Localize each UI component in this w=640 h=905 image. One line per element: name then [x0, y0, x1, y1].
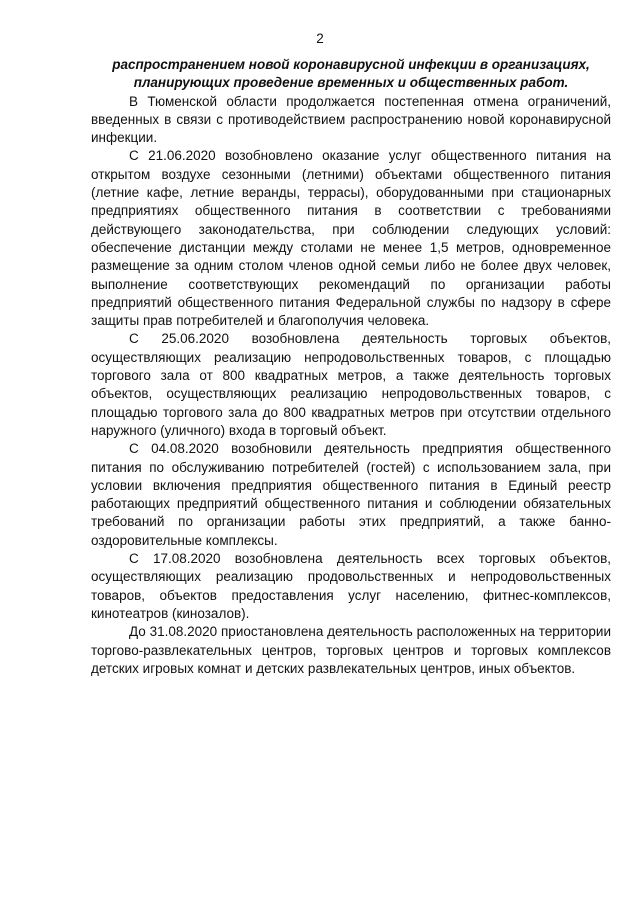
- paragraph-1708-all-retail: С 17.08.2020 возобновлена деятельность всех торговых объектов, осуществляющих реализацию продовольственных и непродовольственных товаров, объектов предоставления услуг населению, фитнес-комплексов, кинотеатров (кинозалов).: [91, 551, 611, 621]
- paragraph-restrictions-lifting: В Тюменской области продолжается постепенная отмена ограничений, введенных в связи с противодействием распространению новой коронавирусной инфекции.: [91, 93, 611, 146]
- document-body: [91, 56, 611, 678]
- heading-continuation: распространением новой коронавирусной инфекции в организациях, планирующих проведение временных и общественных работ.: [112, 57, 590, 91]
- paragraph-2506-nonfood-retail: С 25.06.2020 возобновлена деятельность торговых объектов, осуществляющих реализацию непродовольственных товаров, с площадью торгового зала от 800 квадратных метров, а также деятельность торговых объектов, осуществляющих реализацию непродовольственных товаров, с площадью торгового зала до 800 квадратных метров при отсутствии отдельного наружного (уличного) входа в торговый объект.: [91, 331, 611, 438]
- paragraph-3108-suspended: До 31.08.2020 приостановлена деятельность расположенных на территории торгово-развлекательных центров, торговых центров и торговых комплексов детских игровых комнат и детских развлекательных центров, иных объектов.: [91, 624, 611, 676]
- paragraph-0408-catering-halls: С 04.08.2020 возобновили деятельность предприятия общественного питания по обслуживанию потребителей (гостей) с использованием зала, при условии включения предприятия общественного питания в Единый реестр работающих предприятий общественного питания и соблюдении обязательных требований по организации работы этих предприятий, а также банно-оздоровительные комплексы.: [91, 441, 611, 548]
- paragraph-2106-outdoor-catering: С 21.06.2020 возобновлено оказание услуг общественного питания на открытом воздухе сезонными (летними) объектами общественного питания (летние кафе, летние веранды, террасы), оборудованными при стационарных предприятиях общественного питания в соответствии с требованиями действующего законодательства, при соблюдении следующих условий: обеспечение дистанции между столами не менее 1,5 метров, одновременное размещение за одним столом членов одной семьи либо не более двух человек, выполнение соответствующих рекомендаций по организации работы предприятий общественного питания Федеральной службы по надзору в сфере защиты прав потребителей и благополучия человека.: [91, 148, 611, 329]
- page-number: 2: [316, 31, 324, 46]
